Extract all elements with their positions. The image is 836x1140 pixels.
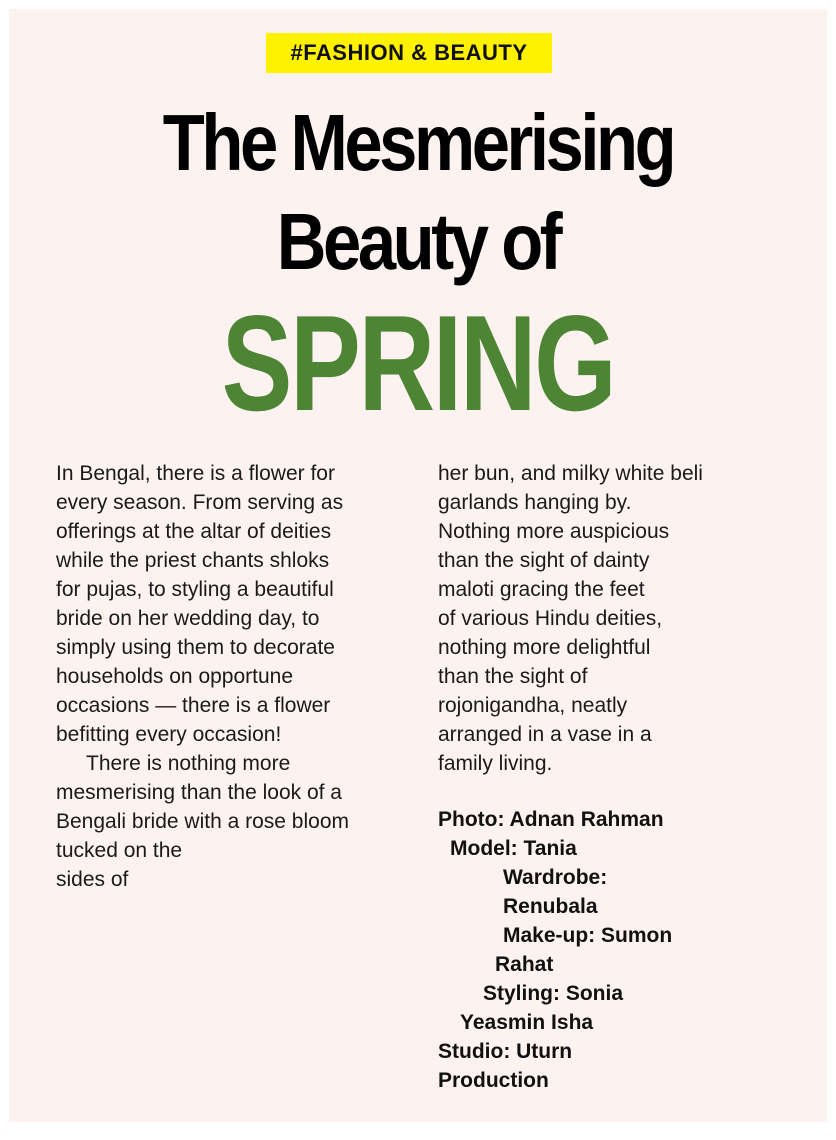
body-paragraph-3: her bun, and milky white beli garlands hanging by. Nothing more auspicious than the sight of dainty maloti gracing the feet of various Hindu deities, nothing more delightful than the sight of rojonigandha, neatly arranged in a vase in a family living. <box>438 462 703 775</box>
headline-line-1: The Mesmerising <box>162 98 674 187</box>
section-tag: #FASHION & BEAUTY <box>266 33 552 73</box>
credit-line: Make-up: Sumon <box>503 924 673 947</box>
credit-line: Styling: Sonia <box>483 982 624 1005</box>
body-paragraph-1: In Bengal, there is a flower for every season. From serving as offerings at the altar of deities while the priest chants shloks for pujas, to styling a beautiful bride on her wedding day, to simply using them to decorate households on opportune occasions — there is a flower befitting every occasion! <box>56 462 344 746</box>
body-column-left <box>56 459 406 894</box>
body-column-right <box>438 459 798 778</box>
credit-line: Wardrobe: <box>503 866 608 889</box>
credit-line: Yeasmin Isha <box>460 1011 594 1034</box>
credit-line: Renubala <box>503 895 598 918</box>
credit-line: Model: Tania <box>450 837 577 860</box>
photo-credits <box>438 805 818 1095</box>
body-paragraph-2: There is nothing more mesmerising than the look of a Bengali bride with a rose bloom tucked on the sides of <box>56 752 349 891</box>
credit-line: Production <box>438 1069 549 1092</box>
headline-line-2: Beauty of <box>276 197 560 286</box>
headline-highlight: SPRING <box>221 287 615 439</box>
credit-line: Studio: Uturn <box>438 1040 573 1063</box>
credit-line: Rahat <box>495 953 554 976</box>
credit-line: Photo: Adnan Rahman <box>438 808 664 831</box>
